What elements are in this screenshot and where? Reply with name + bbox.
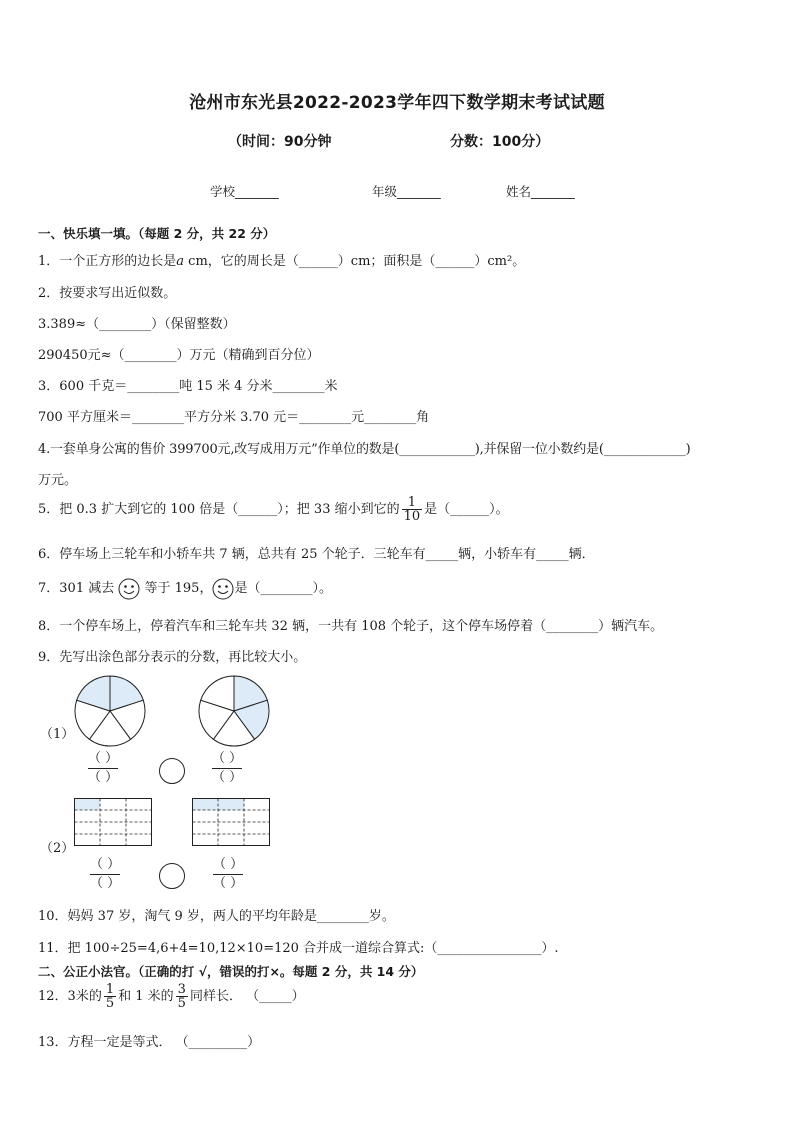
q7-text-c: 是（________）。 [234,581,332,596]
name-field: 姓名_______ [506,184,575,199]
q9-answer-denominator: （ ） [90,876,121,891]
q1-var: a [176,254,185,269]
question-5 [38,496,509,523]
q5-text-a: 5．把 0.3 扩大到它的 100 倍是（______）；把 33 缩小到它的 [38,502,400,517]
section-1-heading: 一、快乐填一填。（每题 2 分，共 22 分） [38,226,276,241]
q5-text-b: 是（______）。 [424,502,509,517]
pie-left [74,675,146,747]
smiley-face-icon [212,578,234,600]
q9-label-2: （2） [40,841,75,856]
compare-circle[interactable] [158,757,186,785]
question-10: 10．妈妈 37 岁，淘气 9 岁，两人的平均年龄是________岁。 [38,909,395,924]
q9-answer-numerator: （ ） [212,750,242,769]
grid-rect-right [192,798,270,846]
exam-score: 分数：100分） [450,134,550,150]
page-title: 沧州市东光县2022-2023学年四下数学期末考试试题 [189,93,605,113]
compare-circle[interactable] [158,862,186,890]
q1-text-a: 1．一个正方形的边长是 [38,254,177,269]
q9-answer-numerator: （ ） [213,856,243,875]
q9-answer-1b [212,750,242,787]
q5-fraction [402,496,423,523]
pie-right [198,675,270,747]
q9-answer-numerator: （ ） [90,856,120,875]
grade-field: 年级_______ [372,184,441,199]
q9-answer-denominator: （ ） [88,770,119,785]
q9-answer-denominator: （ ） [212,770,243,785]
q12-numerator-2: 3 [177,982,186,997]
question-6: 6．停车场上三轮车和小轿车共 7 辆，总共有 25 个轮子．三轮车有_____辆，小轿车有_____辆． [38,547,595,562]
q1-text-b: cm，它的周长是（______）cm；面积是（______）cm²。 [184,254,526,269]
q12-fraction-2 [176,983,188,1010]
question-11: 11．把 100÷25=4,6+4=10,12×10=120 合并成一道综合算式:（________________）. [38,941,559,956]
q9-answer-numerator: （ ） [88,750,118,769]
question-2b: 290450元≈（________）万元（精确到百分位） [38,348,320,363]
q5-numerator: 1 [402,496,423,510]
q12-fraction-1 [104,983,116,1010]
q12-text-c: 同样长． （_____） [189,989,305,1004]
question-9: 9．先写出涂色部分表示的分数，再比较大小。 [38,650,307,665]
question-2: 2．按要求写出近似数。 [38,286,177,301]
q12-numerator-1: 1 [105,982,115,997]
question-7 [38,577,332,600]
section-2-heading: 二、公正小法官。（正确的打 √，错误的打×。每题 2 分，共 14 分） [38,964,424,979]
question-1 [38,250,525,269]
question-4a: 4.一套单身公寓的售价 399700元,改写成用万元”作单位的数是(____________),并保留一位小数约是(_____________) [38,442,691,457]
q9-answer-2b [213,856,243,893]
q12-text-a: 12．3米的 [38,989,102,1004]
q9-answer-2a [90,856,120,893]
q9-label-1: （1） [40,727,75,742]
question-3b: 700 平方厘米＝________平方分米 3.70 元＝________元________角 [38,410,430,425]
question-2a: 3.389≈（________）（保留整数） [38,317,236,332]
q7-text-b: 等于 195， [144,581,213,596]
exam-time: （时间：90分钟 [228,134,332,150]
question-3a: 3．600 千克＝________吨 15 米 4 分米________米 [38,379,338,394]
question-8: 8．一个停车场上，停着汽车和三轮车共 32 辆，一共有 108 个轮子，这个停车场停着（________）辆汽车。 [38,619,664,634]
q12-denominator-2: 5 [177,996,186,1011]
smiley-face-icon [118,578,140,600]
q5-denominator: 10 [403,509,421,524]
question-13: 13．方程一定是等式． （_________） [38,1035,261,1050]
q12-denominator-1: 5 [105,996,115,1011]
q9-answer-1a [88,750,118,787]
q7-text-a: 7．301 减去 [38,581,115,596]
q9-answer-denominator: （ ） [213,876,244,891]
question-4b: 万元。 [38,473,78,488]
question-12 [38,983,305,1010]
q12-text-b: 和 1 米的 [118,989,174,1004]
grid-rect-left [74,798,152,846]
school-field: 学校_______ [210,184,279,199]
